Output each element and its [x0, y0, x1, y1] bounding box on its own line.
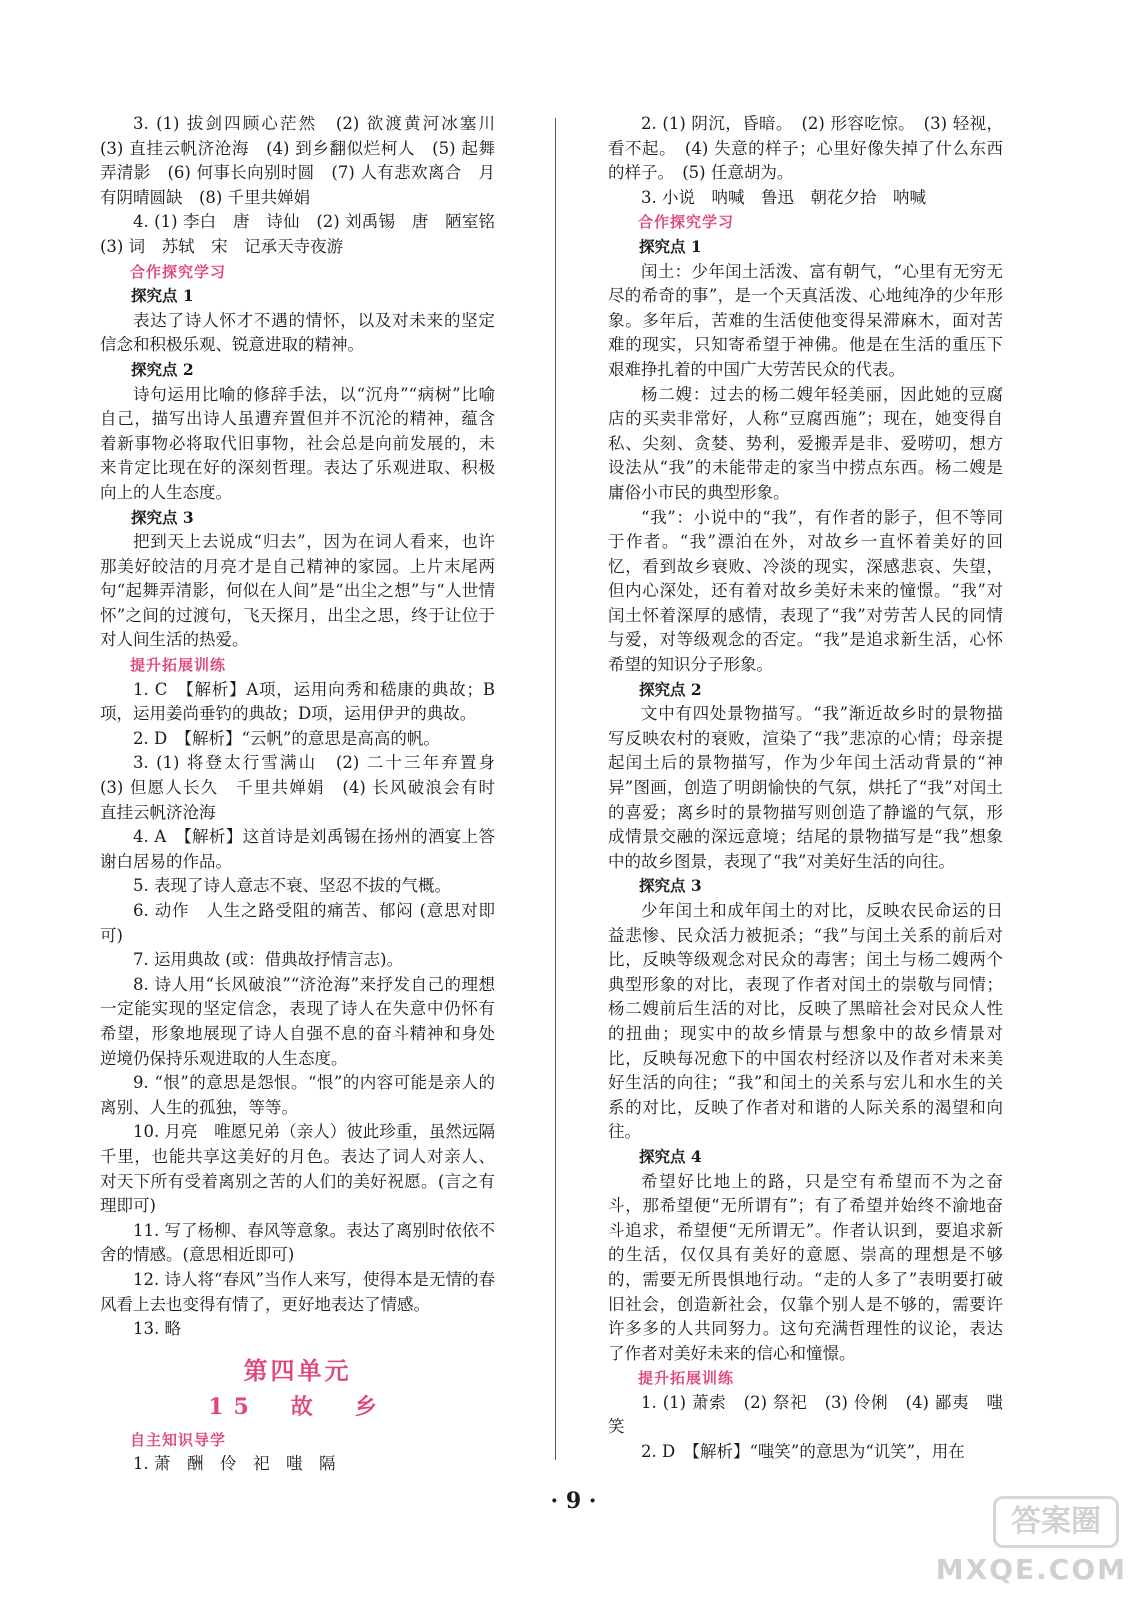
ext-answer-11: 11. 写了杨柳、春风等意象。表达了离别时依依不舍的情感。(意思相近即可) — [100, 1220, 495, 1265]
ext-answer-12: 12. 诗人将“春风”当作人来写，使得本是无情的春风看上去也变得有情了，更好地表达了情感。 — [100, 1269, 495, 1314]
ext-answer-1: 1. C 【解析】A项，运用向秀和嵇康的典故；B项，运用姜尚垂钓的典故；D项，运用伊尹的典故。 — [100, 679, 495, 724]
ext-answer-3: 3. (1) 将登太行雪满山 (2) 二十三年弃置身 (3) 但愿人长久 千里共婵娟 (4) 长风破浪会有时 直挂云帆济沧海 — [100, 753, 512, 822]
extension-heading: 提升拓展训练 — [130, 656, 227, 675]
unit-title: 第四单元 — [243, 1355, 352, 1385]
coop-heading: 合作探究学习 — [638, 213, 735, 232]
ext-answer-9: 9. “恨”的意思是怨恨。“恨”的内容可能是亲人的离别、人生的孤独，等等。 — [100, 1073, 495, 1117]
explore-point-4-label: 探究点 4 — [639, 1146, 702, 1166]
right-column — [608, 112, 1003, 1465]
coop-heading: 合作探究学习 — [130, 262, 227, 281]
answer-3: 3. (1) 拔剑四顾心茫然 (2) 欲渡黄河冰塞川 (3) 直挂云帆济沧海 (4) 到乡翻似烂柯人 (5) 起舞弄清影 (6) 何事长向别时圆 (7) 人有悲欢离合 月有阴晴圆缺 (8) 千里共婵娟 — [100, 114, 512, 207]
left-column — [100, 112, 512, 1477]
explore-point-3-label: 探究点 3 — [639, 876, 702, 896]
yang-ersao-analysis: 杨二嫂：过去的杨二嫂年轻美丽，因此她的豆腐店的买卖非常好，人称“豆腐西施”；现在，她变得自私、尖刻、贪婪、势利，爱搬弄是非、爱唠叨，想方设法从“我”的未能带走的家当中捞点东西。杨二嫂是庸俗小市民的典型形象。 — [608, 384, 1003, 502]
ext-answer-1: 1. (1) 萧索 (2) 祭祀 (3) 伶俐 (4) 鄙夷 嗤笑 — [608, 1392, 1003, 1437]
runtu-analysis: 闰土：少年闰土活泼、富有朝气，“心里有无穷无尽的希奇的事”，是一个天真活泼、心地纯净的少年形象。多年后，苦难的生活使他变得呆滞麻木，面对苦难的现实，只知寄希望于神佛。他是在生活的重压下艰难挣扎着的中国广大劳苦民众的代表。 — [608, 261, 1003, 379]
ext-answer-6: 6. 动作 人生之路受阻的痛苦、郁闷 (意思对即可) — [100, 901, 495, 945]
self-study-heading: 自主知识导学 — [130, 1430, 227, 1449]
answer-2: 2. (1) 阴沉，昏暗。 (2) 形容吃惊。 (3) 轻视，看不起。 (4) 失意的样子；心里好像失掉了什么东西的样子。 (5) 任意胡为。 — [608, 114, 1003, 183]
answer-3: 3. 小说 呐喊 鲁迅 朝花夕拾 呐喊 — [641, 187, 926, 207]
ext-answer-8: 8. 诗人用“长风破浪”“济沧海”来抒发自己的理想一定能实现的坚定信念，表现了诗人在失意中仍怀有希望，形象地展现了诗人自强不息的奋斗精神和身处逆境仍保持乐观进取的人生态度。 — [100, 974, 495, 1068]
ext-answer-13: 13. 略 — [133, 1319, 181, 1339]
explore-point-4-text: 希望好比地上的路，只是空有希望而不为之奋斗，那希望便“无所谓有”；有了希望并始终不渝地奋斗追求，希望便“无所谓无”。作者认识到，要追求新的生活，仅仅具有美好的意愿、崇高的理想是不够的，需要无所畏惧地行动。“走的人多了”表明要打破旧社会，创造新社会，仅靠个别人是不够的，需要许许多多的人共同努力。这句充满哲理性的议论，表达了作者对美好未来的信心和憧憬。 — [608, 1171, 1003, 1363]
page-number: · 9 · — [550, 1488, 597, 1514]
explore-point-2-label: 探究点 2 — [639, 679, 702, 699]
explore-point-3-text: 把到天上去说成“归去”，因为在词人看来，也许那美好皎洁的月亮才是自己精神的家园。上片末尾两句“起舞弄清影，何似在人间”是“出尘之想”与“人世情怀”之间的过渡句，飞天探月，出尘之思，终于让位于对人间生活的热爱。 — [100, 532, 495, 650]
explore-point-1-label: 探究点 1 — [639, 236, 702, 256]
explore-point-3-text: 少年闰土和成年闰土的对比，反映农民命运的日益悲惨、民众活力被扼杀；“我”与闰土关系的前后对比，反映等级观念对民众的毒害；闰土与杨二嫂两个典型形象的对比，表现了作者对闰土的崇敬与同情；杨二嫂前后生活的对比，反映了黑暗社会对民众人性的扭曲；现实中的故乡情景与想象中的故乡情景对比，反映每况愈下的中国农村经济以及作者对未来美好生活的向往；“我”和闰土的关系与宏儿和水生的关系的对比，反映了作者对和谐的人际关系的渴望和向往。 — [608, 901, 1003, 1142]
ext-answer-5: 5. 表现了诗人意志不衰、坚忍不拔的气概。 — [133, 876, 451, 896]
ext-answer-4: 4. A 【解析】这首诗是刘禹锡在扬州的酒宴上答谢白居易的作品。 — [100, 827, 495, 871]
explore-point-1-label: 探究点 1 — [131, 286, 194, 306]
answer-4: 4. (1) 李白 唐 诗仙 (2) 刘禹锡 唐 陋室铭 (3) 词 苏轼 宋 记承天寺夜游 — [100, 212, 512, 256]
lesson-title: 15 故 乡 — [208, 1393, 387, 1420]
explore-point-2-text: 文中有四处景物描写。“我”渐近故乡时的景物描写反映农村的衰败，渲染了“我”悲凉的心情；母亲提起闰土后的景物描写，作为少年闰土活动背景的“神异”图画，创造了明朗愉快的气氛，烘托了“我”对闰土的喜爱；离乡时的景物描写则创造了静谧的气氛，形成情景交融的深远意境；结尾的景物描写是“我”想象中的故乡图景，表现了“我”对美好生活的向往。 — [608, 704, 1003, 871]
ext-answer-7: 7. 运用典故 (或：借典故抒情言志)。 — [133, 950, 404, 970]
explore-point-2-label: 探究点 2 — [131, 359, 194, 379]
explore-point-3-label: 探究点 3 — [131, 507, 194, 527]
column-divider — [555, 118, 556, 1460]
watermark-site: MXQE.COM — [935, 1553, 1127, 1586]
self-answer-1: 1. 萧 酬 伶 祀 嗤 隔 — [133, 1454, 336, 1474]
explore-point-2-text: 诗句运用比喻的修辞手法，以“沉舟”“病树”比喻自己，描写出诗人虽遭弃置但并不沉沦的精神，蕴含着新事物必将取代旧事物，社会总是向前发展的，未来肯定比现在好的深刻哲理。表达了乐观进取、积极向上的人生态度。 — [100, 384, 495, 502]
ext-answer-2: 2. D 【解析】“嗤笑”的意思为“讥笑”，用在 — [641, 1442, 965, 1462]
explore-point-1-text: 表达了诗人怀才不遇的情怀，以及对未来的坚定信念和积极乐观、锐意进取的精神。 — [100, 310, 495, 355]
watermark-logo: 答案圈 — [993, 1496, 1119, 1548]
ext-answer-10: 10. 月亮 唯愿兄弟（亲人）彼此珍重，虽然远隔千里，也能共享这美好的月色。表达了词人对亲人、对天下所有受着离别之苦的人们的美好祝愿。(言之有理即可) — [100, 1122, 495, 1216]
extension-heading: 提升拓展训练 — [638, 1369, 735, 1388]
ext-answer-2: 2. D 【解析】“云帆”的意思是高高的帆。 — [133, 728, 440, 748]
narrator-analysis: “我”：小说中的“我”，有作者的影子，但不等同于作者。“我”漂泊在外，对故乡一直怀着美好的回忆，看到故乡衰败、冷淡的现实，深感悲哀、失望，但内心深处，还有着对故乡美好未来的憧憬。“我”对闰土怀着深厚的感情，表现了“我”对劳苦人民的同情与爱，对等级观念的否定。“我”是追求新生活，心怀希望的知识分子形象。 — [608, 507, 1003, 675]
